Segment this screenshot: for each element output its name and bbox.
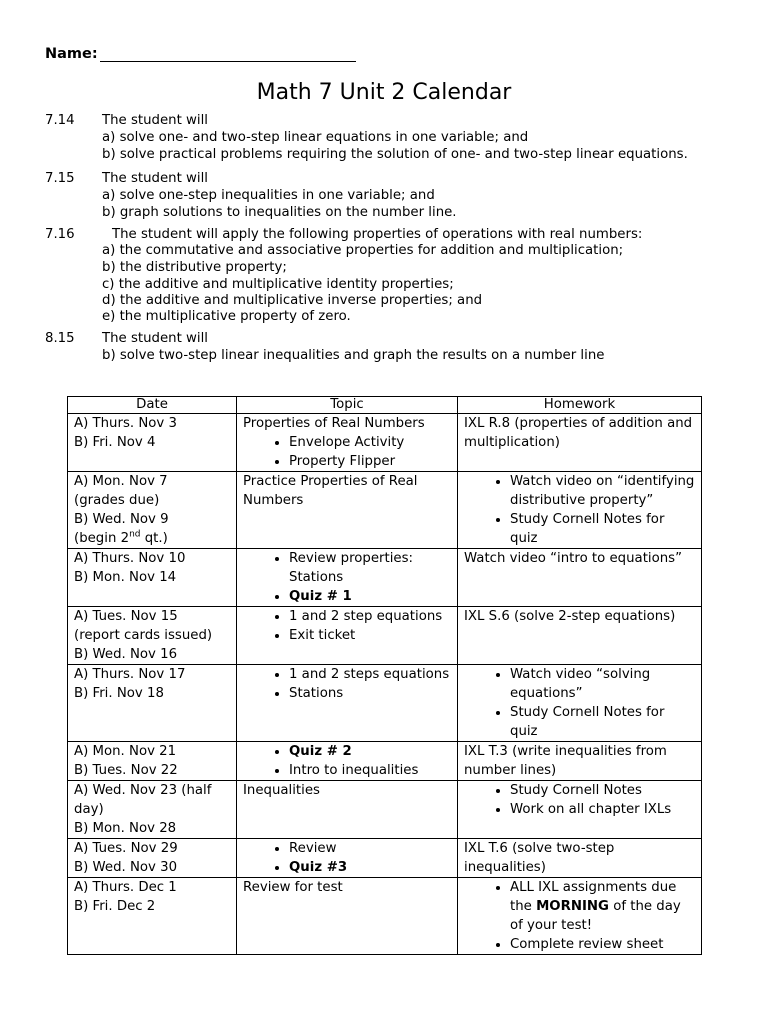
date-line: A) Tues. Nov 29 xyxy=(74,841,178,856)
homework-item: • Watch video on “identifying distributive property” xyxy=(510,472,695,510)
homework-item: • Study Cornell Notes for quiz xyxy=(510,703,695,741)
page-title: Math 7 Unit 2 Calendar xyxy=(256,80,512,105)
date-line: B) Fri. Dec 2 xyxy=(74,899,156,914)
topic-cell xyxy=(237,549,458,607)
homework-text: IXL S.6 (solve 2-step equations) xyxy=(464,609,676,624)
homework-item: • Study Cornell Notes xyxy=(510,781,695,800)
standard-intro: The student will apply the following properties of operations with real numbers: xyxy=(112,227,643,242)
date-line: A) Thurs. Nov 10 xyxy=(74,551,186,566)
homework-item xyxy=(510,878,695,935)
date-cell xyxy=(68,414,237,472)
column-header-topic: Topic xyxy=(237,397,458,414)
date-cell xyxy=(68,665,237,742)
table-row xyxy=(68,665,702,742)
homework-cell xyxy=(458,839,702,878)
homework-text-part: of the day of your test! xyxy=(510,899,681,933)
standard-number: 7.15 xyxy=(45,171,75,186)
homework-cell xyxy=(458,607,702,665)
topic-cell xyxy=(237,781,458,839)
date-line: B) Tues. Nov 22 xyxy=(74,763,178,778)
homework-item: • Study Cornell Notes for quiz xyxy=(510,510,695,548)
topic-cell xyxy=(237,839,458,878)
topic-text: Properties of Real Numbers xyxy=(243,416,425,431)
homework-cell xyxy=(458,781,702,839)
homework-text: IXL R.8 (properties of addition and multiplication) xyxy=(464,416,693,450)
column-header-date: Date xyxy=(68,397,237,414)
standard-item: e) the multiplicative property of zero. xyxy=(102,309,351,324)
date-text: qt.) xyxy=(140,531,168,546)
date-line: B) Wed. Nov 9 xyxy=(74,512,169,527)
name-blank-line[interactable] xyxy=(100,47,356,62)
date-line: B) Fri. Nov 18 xyxy=(74,686,164,701)
table-row xyxy=(68,607,702,665)
topic-cell xyxy=(237,607,458,665)
topic-item: • Review xyxy=(289,839,451,858)
homework-cell xyxy=(458,472,702,549)
topic-text: Inequalities xyxy=(243,783,320,798)
homework-list xyxy=(464,665,695,741)
topic-item: • Intro to inequalities xyxy=(289,761,451,780)
standard-item: b) solve practical problems requiring the solution of one- and two-step linear equations. xyxy=(102,147,688,162)
date-line: B) Mon. Nov 28 xyxy=(74,821,177,836)
table-row xyxy=(68,742,702,781)
topic-item: • Property Flipper xyxy=(289,452,451,471)
date-line: A) Thurs. Nov 3 xyxy=(74,416,177,431)
table-row xyxy=(68,781,702,839)
topic-list xyxy=(243,839,451,877)
table-row xyxy=(68,472,702,549)
topic-item: • Exit ticket xyxy=(289,626,451,645)
homework-cell xyxy=(458,878,702,955)
standard-item: b) graph solutions to inequalities on the number line. xyxy=(102,205,457,220)
homework-list xyxy=(464,878,695,954)
homework-text: Watch video “intro to equations” xyxy=(464,551,682,566)
topic-list xyxy=(243,433,451,471)
date-line: B) Fri. Nov 4 xyxy=(74,435,156,450)
standard-item: b) the distributive property; xyxy=(102,260,287,275)
homework-item: • Watch video “solving equations” xyxy=(510,665,695,703)
topic-item: • Review properties: Stations xyxy=(289,549,451,587)
date-text: (begin 2 xyxy=(74,531,130,546)
date-line: (report cards issued) xyxy=(74,628,213,643)
table-row xyxy=(68,549,702,607)
date-line: A) Mon. Nov 7 xyxy=(74,474,168,489)
date-line: B) Wed. Nov 30 xyxy=(74,860,178,875)
date-cell xyxy=(68,878,237,955)
date-cell xyxy=(68,472,237,549)
standard-item: a) solve one- and two-step linear equations in one variable; and xyxy=(102,130,529,145)
homework-cell xyxy=(458,665,702,742)
homework-list xyxy=(464,472,695,548)
standard-number: 8.15 xyxy=(45,331,75,346)
homework-text: IXL T.3 (write inequalities from number lines) xyxy=(464,744,667,778)
homework-item: • Complete review sheet xyxy=(510,935,695,954)
date-line: B) Mon. Nov 14 xyxy=(74,570,177,585)
topic-text: Review for test xyxy=(243,880,343,895)
topic-cell xyxy=(237,472,458,549)
table-row xyxy=(68,839,702,878)
date-line: A) Wed. Nov 23 (half day) xyxy=(74,783,212,817)
homework-cell xyxy=(458,742,702,781)
homework-emphasis: MORNING xyxy=(536,899,609,914)
table-row xyxy=(68,414,702,472)
homework-cell xyxy=(458,414,702,472)
date-cell xyxy=(68,839,237,878)
homework-text: IXL T.6 (solve two-step inequalities) xyxy=(464,841,615,875)
name-field-label xyxy=(45,46,356,62)
table-row xyxy=(68,878,702,955)
date-cell xyxy=(68,781,237,839)
standard-item: a) the commutative and associative properties for addition and multiplication; xyxy=(102,243,624,258)
standard-item: b) solve two-step linear inequalities and graph the results on a number line xyxy=(102,348,605,363)
homework-cell xyxy=(458,549,702,607)
topic-item: • Quiz #3 xyxy=(289,858,451,877)
date-cell xyxy=(68,607,237,665)
homework-item: • Work on all chapter IXLs xyxy=(510,800,695,819)
table-header-row xyxy=(68,397,702,414)
name-label: Name: xyxy=(45,46,98,62)
calendar-table xyxy=(67,396,702,955)
date-line: A) Tues. Nov 15 xyxy=(74,609,178,624)
topic-list xyxy=(243,665,451,703)
topic-item: • Quiz # 2 xyxy=(289,742,451,761)
topic-cell xyxy=(237,742,458,781)
topic-list xyxy=(243,549,451,606)
standard-number: 7.16 xyxy=(45,227,75,242)
topic-list xyxy=(243,607,451,645)
topic-cell xyxy=(237,665,458,742)
homework-text-part: ALL IXL assignments due the xyxy=(510,880,677,914)
topic-text: Practice Properties of Real Numbers xyxy=(243,474,418,508)
topic-item: • Envelope Activity xyxy=(289,433,451,452)
date-line xyxy=(74,529,230,548)
standard-item: a) solve one-step inequalities in one variable; and xyxy=(102,188,435,203)
standard-intro: The student will xyxy=(102,171,208,186)
standard-item: d) the additive and multiplicative inverse properties; and xyxy=(102,293,483,308)
standard-item: c) the additive and multiplicative identity properties; xyxy=(102,277,454,292)
standard-intro: The student will xyxy=(102,113,208,128)
topic-item: • Quiz # 1 xyxy=(289,587,451,606)
date-cell xyxy=(68,549,237,607)
standard-intro: The student will xyxy=(102,331,208,346)
date-cell xyxy=(68,742,237,781)
topic-cell xyxy=(237,414,458,472)
topic-list xyxy=(243,742,451,780)
column-header-homework: Homework xyxy=(458,397,702,414)
topic-item: • Stations xyxy=(289,684,451,703)
standard-number: 7.14 xyxy=(45,113,75,128)
date-line: A) Mon. Nov 21 xyxy=(74,744,177,759)
date-line: A) Thurs. Nov 17 xyxy=(74,667,186,682)
topic-cell xyxy=(237,878,458,955)
date-line: B) Wed. Nov 16 xyxy=(74,647,178,662)
topic-item: • 1 and 2 steps equations xyxy=(289,665,451,684)
date-line: A) Thurs. Dec 1 xyxy=(74,880,177,895)
date-superscript: nd xyxy=(129,529,141,540)
topic-item: • 1 and 2 step equations xyxy=(289,607,451,626)
homework-list xyxy=(464,781,695,819)
date-line: (grades due) xyxy=(74,493,160,508)
